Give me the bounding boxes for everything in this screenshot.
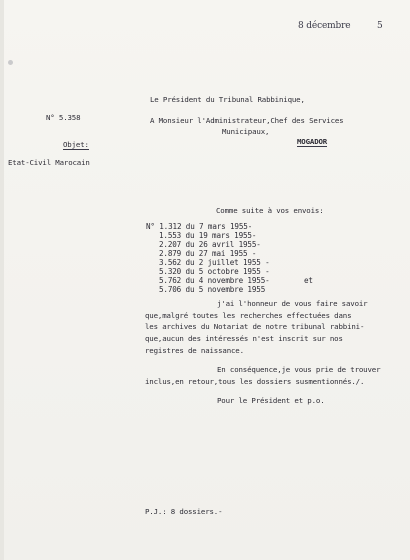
recipient-city: MOGADOR	[297, 137, 328, 146]
list-item: N° 1.312 du 7 mars 1955-	[146, 222, 253, 231]
handwritten-date: 8 décembre	[298, 21, 351, 31]
paragraph-2-line: En conséquence,je vous prie de trouver	[217, 365, 381, 374]
sender-line: Le Président du Tribunal Rabbinique,	[150, 95, 305, 104]
paragraph-1-line: les archives du Notariat de notre tribunal rabbini-	[145, 322, 365, 331]
list-item: 2.207 du 26 avril 1955-	[159, 240, 261, 249]
list-item: 3.562 du 2 juillet 1955 -	[159, 258, 270, 267]
reference-number: N° 5.358	[46, 113, 81, 122]
list-conjunction: et	[304, 276, 313, 285]
enclosures-line: P.J.: 8 dossiers.-	[145, 507, 223, 516]
handwritten-page-number: 5	[377, 21, 383, 31]
paragraph-1-line: registres de naissance.	[145, 346, 244, 355]
list-item: 2.879 du 27 mai 1955 -	[159, 249, 257, 258]
recipient-line-1: A Monsieur l'Administrateur,Chef des Services	[150, 116, 344, 125]
paragraph-1-line: j'ai l'honneur de vous faire savoir	[217, 299, 368, 308]
paragraph-2-line: inclus,en retour,tous les dossiers susmentionnés./.	[145, 377, 365, 386]
object-label: Objet:	[63, 140, 89, 149]
paragraph-1-line: que,malgré toutes les recherches effectuées dans	[145, 311, 352, 320]
intro-line: Comme suite à vos envois:	[216, 206, 324, 215]
list-item: 5.706 du 5 novembre 1955	[159, 285, 266, 294]
punch-mark	[8, 60, 13, 65]
recipient-line-2: Municipaux,	[222, 127, 270, 136]
signature-line: Pour le Président et p.o.	[217, 396, 325, 405]
object-text: Etat-Civil Marocain	[8, 158, 90, 167]
page-edge	[0, 0, 4, 560]
paragraph-1-line: que,aucun des intéressés n'est inscrit sur nos	[145, 334, 343, 343]
list-item: 1.553 du 19 mars 1955-	[159, 231, 257, 240]
list-item: 5.762 du 4 novembre 1955-	[159, 276, 270, 285]
list-item: 5.320 du 5 octobre 1955 -	[159, 267, 270, 276]
